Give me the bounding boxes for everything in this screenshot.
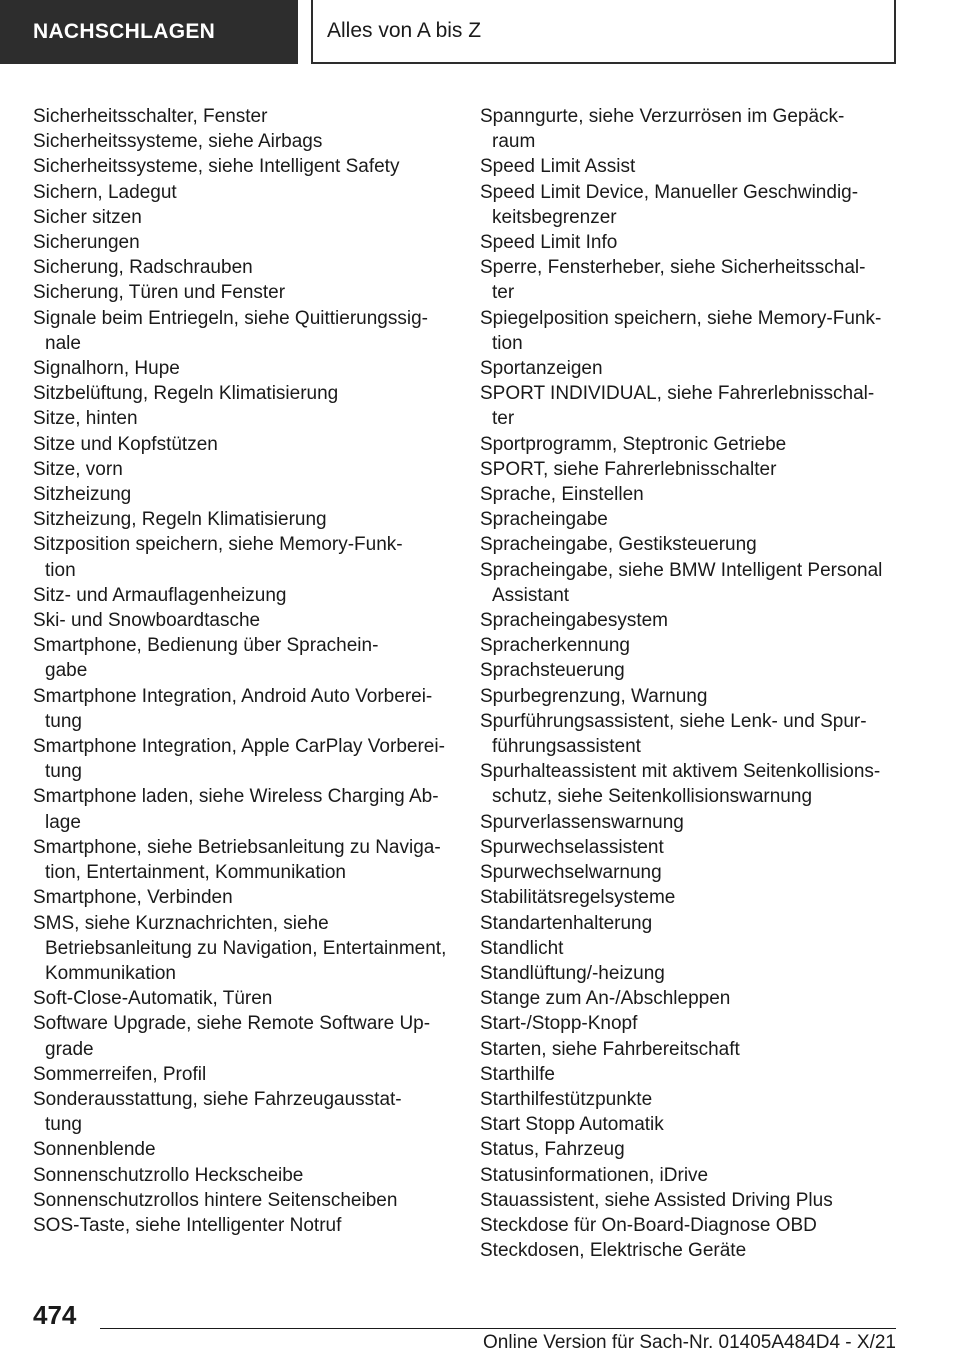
entry-term-continuation: gabe	[45, 660, 88, 682]
entry-term: Spurhalteassistent mit aktivem Seitenkollisions-	[480, 761, 881, 783]
index-entry	[33, 911, 453, 987]
index-entry	[480, 255, 900, 305]
entry-term: Sicherung, Türen und Fenster	[33, 282, 286, 304]
index-entry	[33, 1011, 453, 1061]
entry-term: Sommerreifen, Profil	[33, 1063, 207, 1085]
entry-term-continuation: tung	[45, 710, 82, 732]
index-entry	[480, 860, 900, 885]
entry-term: Sicherheitssysteme, siehe Airbags	[33, 131, 323, 153]
entry-term-continuation: ter	[492, 408, 515, 430]
entry-term-continuation: schutz, siehe Seitenkollisionswarnung	[492, 786, 813, 808]
entry-term-continuation: ter	[492, 282, 515, 304]
entry-term: Sicherungen	[33, 232, 140, 254]
index-entry	[33, 180, 453, 205]
entry-term-continuation: keitsbegrenzer	[492, 206, 617, 228]
index-entry	[33, 104, 453, 129]
index-entry	[33, 230, 453, 255]
index-entry	[480, 986, 900, 1011]
index-entry	[33, 885, 453, 910]
entry-term-continuation: führungsassistent	[492, 736, 641, 758]
entry-term: Smartphone Integration, Apple CarPlay Vorberei-	[33, 736, 445, 758]
index-entry	[33, 1062, 453, 1087]
footer-divider	[100, 1328, 896, 1329]
index-entry	[480, 1238, 900, 1263]
index-entry	[480, 558, 900, 608]
entry-term: Soft-Close-Automatik, Türen	[33, 988, 273, 1010]
index-entry	[480, 1163, 900, 1188]
index-entry	[480, 936, 900, 961]
entry-term: Sprachsteuerung	[480, 660, 625, 682]
entry-term: Smartphone Integration, Android Auto Vorberei-	[33, 685, 433, 707]
entry-term-continuation: tion	[45, 559, 76, 581]
index-entry	[33, 154, 453, 179]
entry-term: Spurbegrenzung, Warnung	[480, 685, 708, 707]
entry-term-continuation: Betriebsanleitung zu Navigation, Entertainment,	[45, 937, 447, 959]
index-entry	[33, 482, 453, 507]
entry-term-continuation: tung	[45, 1114, 82, 1136]
index-entry	[480, 1112, 900, 1137]
index-entry	[33, 507, 453, 532]
index-entry	[33, 1188, 453, 1213]
page-number: 474	[33, 1300, 77, 1330]
index-entry	[480, 1188, 900, 1213]
entry-term: Software Upgrade, siehe Remote Software Up-	[33, 1013, 431, 1035]
index-entry	[480, 1037, 900, 1062]
index-entry	[480, 1062, 900, 1087]
index-entry	[33, 532, 453, 582]
entry-term: Starten, siehe Fahrbereitschaft	[480, 1038, 740, 1060]
entry-term-continuation: nale	[45, 332, 81, 354]
entry-term: Stange zum An-/Abschleppen	[480, 988, 731, 1010]
index-entry	[33, 280, 453, 305]
index-entry	[33, 356, 453, 381]
entry-term: Sitze, hinten	[33, 408, 138, 430]
entry-term: Sitzheizung, Regeln Klimatisierung	[33, 509, 327, 531]
entry-term: Spiegelposition speichern, siehe Memory-Funk-	[480, 307, 882, 329]
index-entry	[480, 230, 900, 255]
chapter-title: Alles von A bis Z	[311, 0, 896, 64]
index-entry	[480, 633, 900, 658]
entry-term: Sicher sitzen	[33, 206, 142, 228]
index-entry	[33, 734, 453, 784]
index-entry	[480, 961, 900, 986]
entry-term: Status, Fahrzeug	[480, 1139, 625, 1161]
index-entry	[33, 684, 453, 734]
entry-term: Spracheingabe	[480, 509, 608, 531]
entry-term: Spanngurte, siehe Verzurrösen im Gepäck-	[480, 106, 845, 127]
index-entry	[480, 911, 900, 936]
entry-term: Starthilfestützpunkte	[480, 1088, 653, 1110]
entry-term: SMS, siehe Kurznachrichten, siehe	[33, 912, 329, 934]
index-entry	[480, 306, 900, 356]
index-entry	[480, 482, 900, 507]
entry-term: Sportprogramm, Steptronic Getriebe	[480, 433, 787, 455]
entry-term: Sitze, vorn	[33, 458, 123, 480]
index-column-left	[33, 104, 453, 1238]
entry-term: Standartenhalterung	[480, 912, 653, 934]
entry-term: Standlüftung/-heizung	[480, 962, 665, 984]
entry-term: SPORT INDIVIDUAL, siehe Fahrerlebnisschal-	[480, 383, 875, 405]
index-entry	[33, 432, 453, 457]
entry-term: Spracheingabe, Gestiksteuerung	[480, 534, 757, 556]
entry-term: Spurwechselwarnung	[480, 862, 662, 884]
entry-term: Sichern, Ladegut	[33, 181, 177, 203]
entry-term: Sitze und Kopfstützen	[33, 433, 218, 455]
index-entry	[33, 1087, 453, 1137]
index-entry	[33, 406, 453, 431]
index-entry	[480, 1011, 900, 1036]
index-entry	[33, 1163, 453, 1188]
entry-term: Sitz- und Armauflagenheizung	[33, 584, 287, 606]
index-entry	[480, 658, 900, 683]
entry-term: Sprache, Einstellen	[480, 484, 644, 506]
entry-term-continuation: lage	[45, 811, 81, 833]
index-entry	[480, 759, 900, 809]
entry-term: Sicherheitssysteme, siehe Intelligent Safety	[33, 156, 400, 178]
entry-term-continuation: tion	[492, 332, 523, 354]
entry-term: Ski- und Snowboardtasche	[33, 610, 261, 632]
entry-term: Sitzbelüftung, Regeln Klimatisierung	[33, 383, 339, 405]
entry-term: Stauassistent, siehe Assisted Driving Plus	[480, 1189, 833, 1211]
index-entry	[480, 835, 900, 860]
index-entry	[33, 306, 453, 356]
index-entry	[480, 1213, 900, 1238]
entry-term: Steckdosen, Elektrische Geräte	[480, 1240, 747, 1262]
index-entry	[33, 835, 453, 885]
entry-term: SPORT, siehe Fahrerlebnisschalter	[480, 458, 777, 480]
entry-term: SOS-Taste, siehe Intelligenter Notruf	[33, 1214, 342, 1236]
entry-term: Speed Limit Info	[480, 232, 618, 254]
entry-term: Smartphone, Bedienung über Sprachein-	[33, 635, 379, 657]
index-entry	[480, 684, 900, 709]
entry-term: Spurführungsassistent, siehe Lenk- und Spur-	[480, 710, 867, 732]
entry-term: Spracheingabe, siehe BMW Intelligent Personal	[480, 559, 883, 581]
index-entry	[480, 608, 900, 633]
entry-term-continuation: tion, Entertainment, Kommunikation	[45, 862, 346, 884]
index-entry	[33, 205, 453, 230]
index-entry	[33, 583, 453, 608]
index-entry	[33, 457, 453, 482]
index-entry	[480, 885, 900, 910]
index-entry	[480, 1087, 900, 1112]
index-entry	[480, 104, 900, 154]
index-entry	[480, 709, 900, 759]
index-entry	[33, 1137, 453, 1162]
entry-term: Sitzposition speichern, siehe Memory-Funk-	[33, 534, 403, 556]
entry-term-continuation: grade	[45, 1038, 94, 1060]
index-entry	[33, 608, 453, 633]
entry-term-continuation: tung	[45, 761, 82, 783]
entry-term: Spracheingabesystem	[480, 610, 668, 632]
index-entry	[480, 381, 900, 431]
footer-version-text: Online Version für Sach-Nr. 01405A484D4 - X/21	[483, 1332, 896, 1353]
entry-term: Smartphone, siehe Betriebsanleitung zu Naviga-	[33, 836, 441, 858]
entry-term: Start-/Stopp-Knopf	[480, 1013, 638, 1035]
entry-term: Smartphone laden, siehe Wireless Charging Ab-	[33, 786, 439, 808]
index-entry	[480, 457, 900, 482]
index-entry	[33, 1213, 453, 1238]
index-entry	[480, 356, 900, 381]
index-entry	[480, 1137, 900, 1162]
entry-term: Spurverlassenswarnung	[480, 811, 684, 833]
entry-term: Sonnenblende	[33, 1139, 156, 1161]
entry-term: Signalhorn, Hupe	[33, 358, 180, 380]
page-header	[0, 0, 960, 66]
section-tab: NACHSCHLAGEN	[0, 0, 298, 64]
entry-term-continuation: raum	[492, 131, 536, 153]
entry-term: Speed Limit Assist	[480, 156, 636, 178]
index-entry	[480, 180, 900, 230]
entry-term: Statusinformationen, iDrive	[480, 1164, 709, 1186]
entry-term: Standlicht	[480, 937, 564, 959]
entry-term: Sitzheizung	[33, 484, 132, 506]
entry-term: Sonnenschutzrollos hintere Seitenscheiben	[33, 1189, 398, 1211]
entry-term: Spracherkennung	[480, 635, 630, 657]
entry-term: Stabilitätsregelsysteme	[480, 887, 676, 909]
entry-term-continuation: Assistant	[492, 584, 570, 606]
index-column-right	[480, 104, 900, 1263]
index-entry	[480, 432, 900, 457]
entry-term-continuation: Kommunikation	[45, 962, 176, 984]
index-entry	[480, 507, 900, 532]
index-entry	[480, 154, 900, 179]
index-entry	[33, 986, 453, 1011]
entry-term: Smartphone, Verbinden	[33, 887, 233, 909]
index-entry	[33, 633, 453, 683]
entry-term: Starthilfe	[480, 1063, 555, 1085]
index-entry	[33, 129, 453, 154]
entry-term: Steckdose für On-Board-Diagnose OBD	[480, 1214, 817, 1236]
entry-term: Signale beim Entriegeln, siehe Quittierungssig-	[33, 307, 428, 329]
index-entry	[33, 784, 453, 834]
index-entry	[33, 381, 453, 406]
entry-term: Speed Limit Device, Manueller Geschwindig-	[480, 181, 859, 203]
entry-term: Sportanzeigen	[480, 358, 603, 380]
entry-term: Sonderausstattung, siehe Fahrzeugausstat-	[33, 1088, 402, 1110]
entry-term: Spurwechselassistent	[480, 836, 664, 858]
entry-term: Sonnenschutzrollo Heckscheibe	[33, 1164, 304, 1186]
entry-term: Start Stopp Automatik	[480, 1114, 664, 1136]
index-entry	[33, 255, 453, 280]
entry-term: Sperre, Fensterheber, siehe Sicherheitsschal-	[480, 257, 866, 279]
index-entry	[480, 532, 900, 557]
entry-term: Sicherheitsschalter, Fenster	[33, 106, 268, 127]
index-entry	[480, 810, 900, 835]
entry-term: Sicherung, Radschrauben	[33, 257, 253, 279]
